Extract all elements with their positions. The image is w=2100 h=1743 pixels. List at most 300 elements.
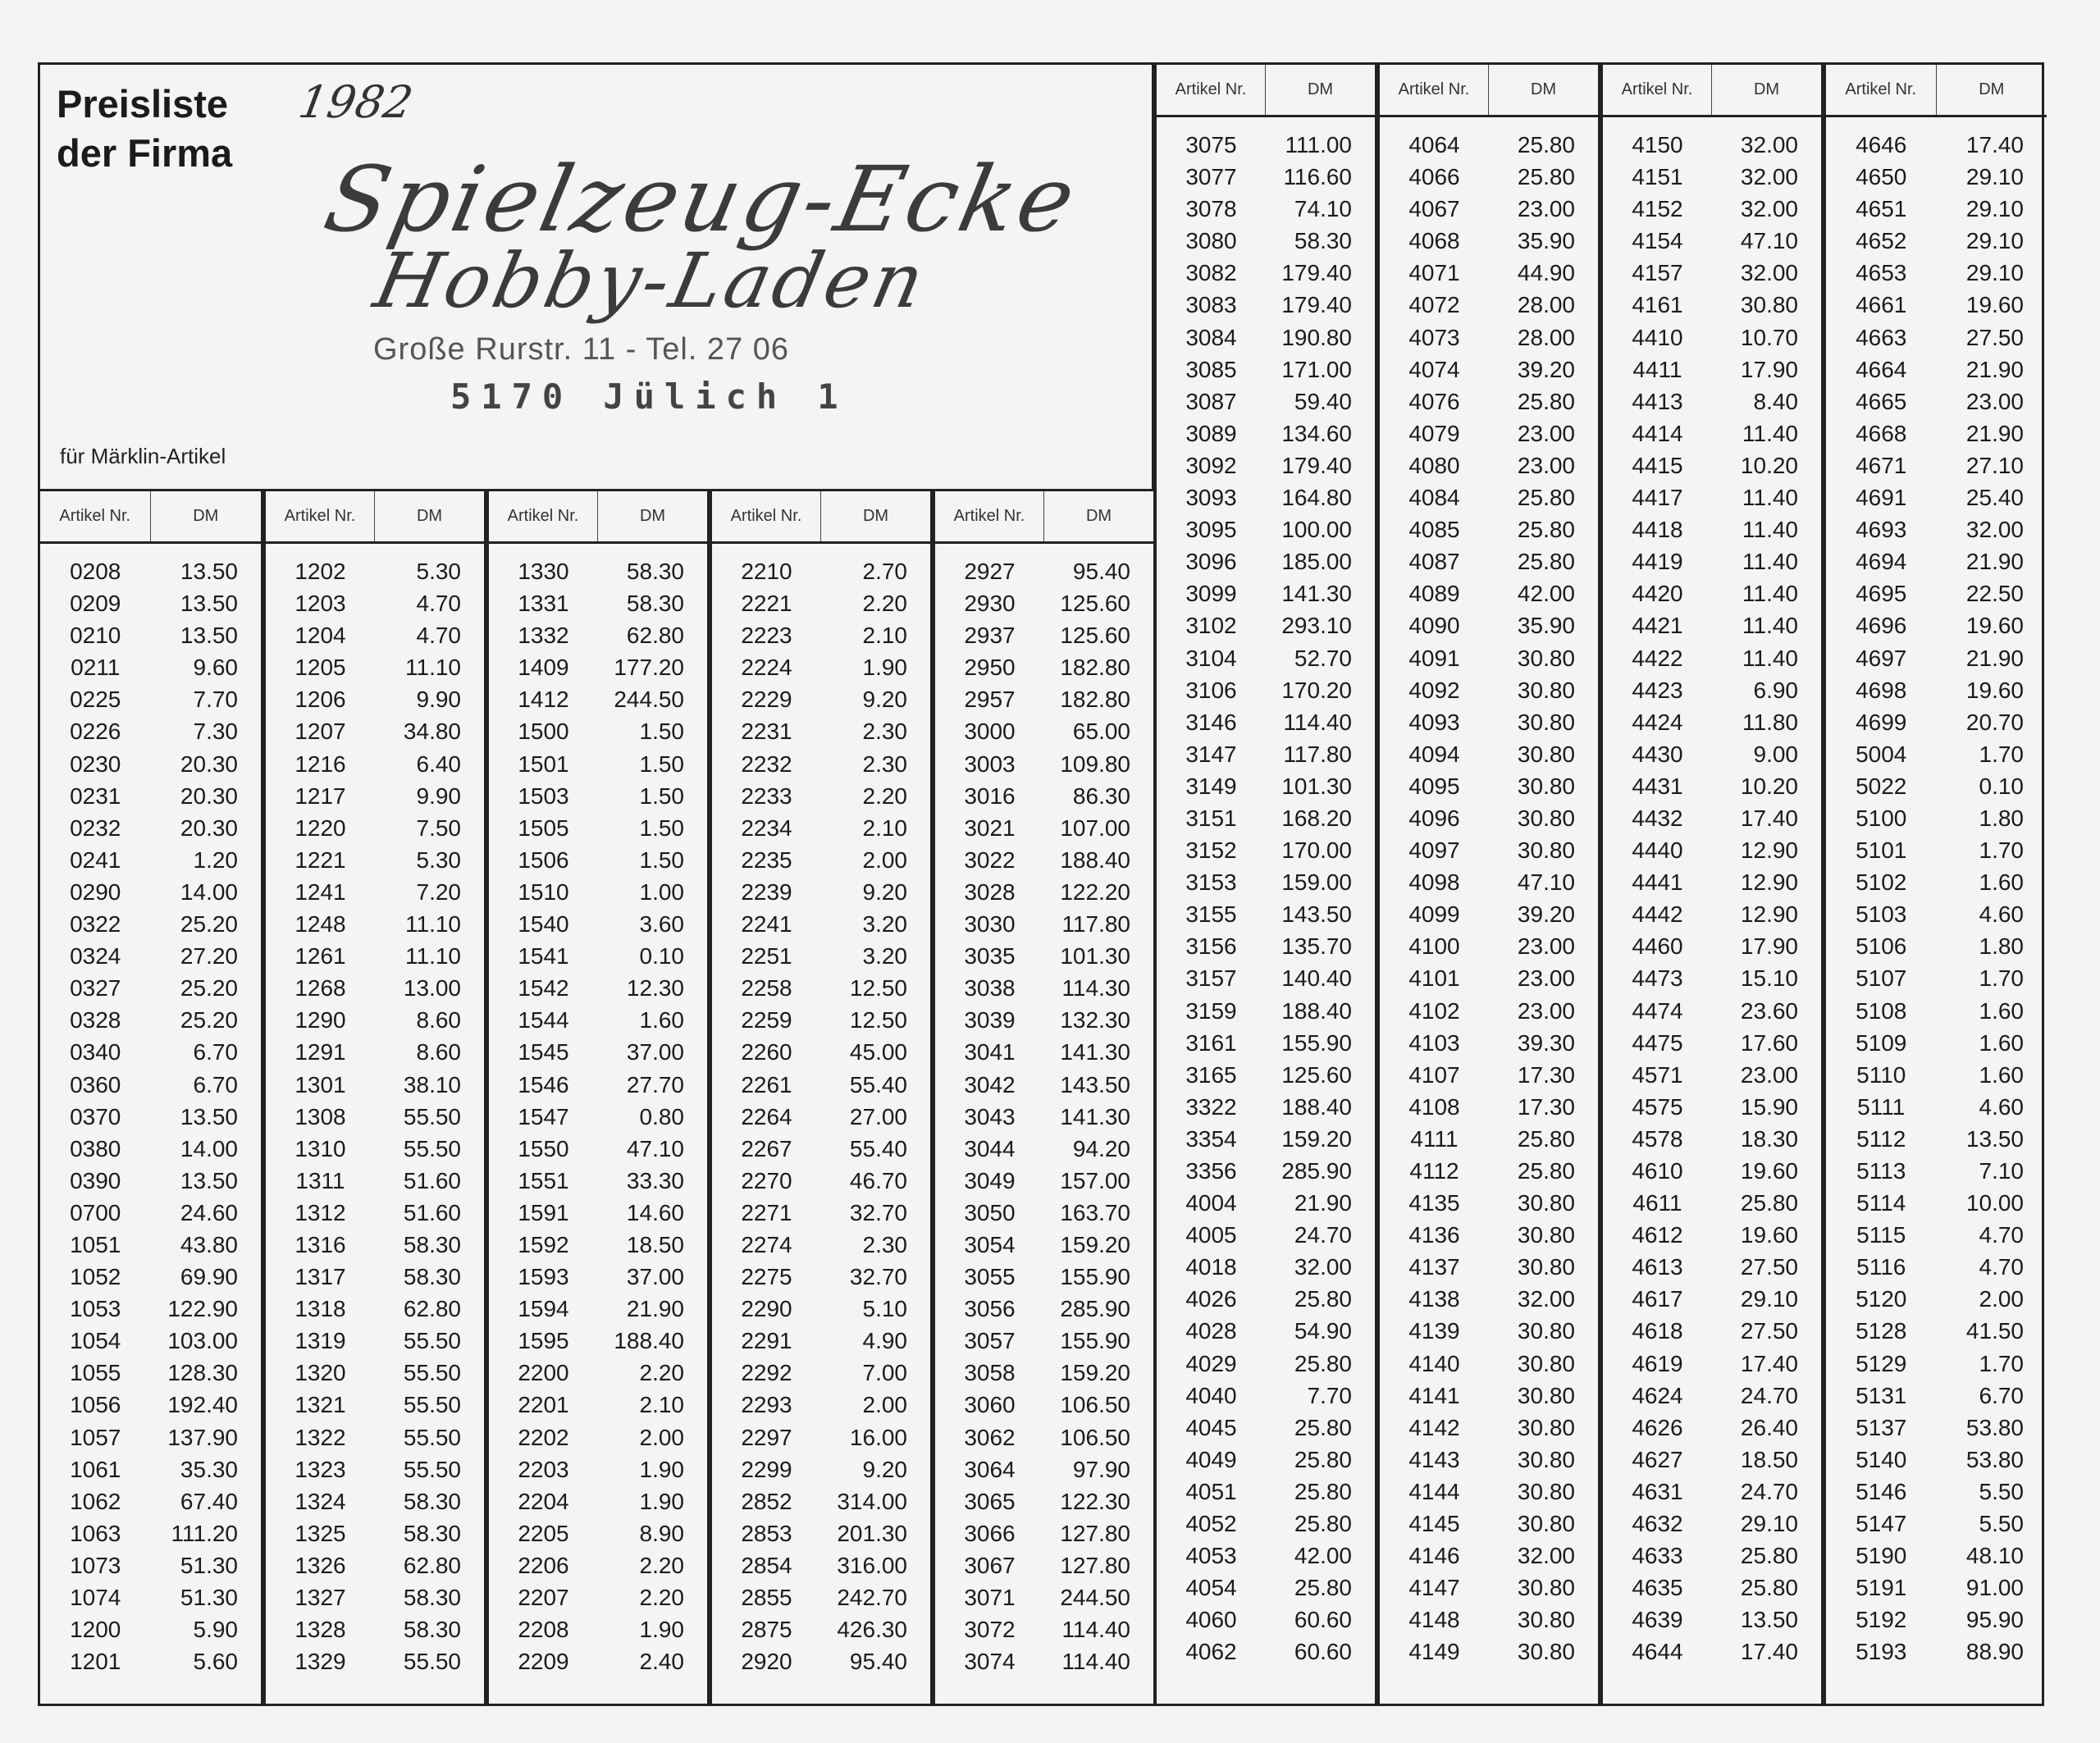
price-dm: 2.00 — [639, 1424, 684, 1450]
price-column — [1824, 65, 2047, 1704]
table-row — [712, 587, 930, 619]
table-row — [712, 1101, 930, 1133]
price-dm: 21.90 — [1965, 549, 2024, 575]
article-number: 1320 — [294, 1360, 346, 1386]
price-dm: 29.10 — [1965, 260, 2024, 286]
price-dm: 58.30 — [403, 1488, 461, 1514]
table-row — [1380, 1123, 1598, 1155]
table-row — [266, 1069, 484, 1101]
table-row — [1603, 577, 1821, 609]
article-number: 4084 — [1408, 485, 1460, 511]
price-dm: 132.30 — [1060, 1007, 1130, 1033]
price-dm: 23.00 — [1517, 420, 1575, 446]
price-dm: 1.90 — [639, 1456, 684, 1482]
price-dm: 1.50 — [639, 783, 684, 809]
article-number: 4004 — [1185, 1190, 1237, 1216]
article-number: 4414 — [1632, 420, 1683, 446]
price-dm: 91.00 — [1965, 1575, 2024, 1601]
price-dm: 12.50 — [849, 1007, 907, 1033]
table-row — [1603, 257, 1821, 289]
table-row — [1603, 1604, 1821, 1636]
table-row — [935, 940, 1153, 972]
article-number: 2200 — [518, 1360, 569, 1386]
price-dm: 426.30 — [837, 1617, 907, 1643]
price-dm: 11.10 — [405, 943, 461, 970]
column-rows — [266, 544, 484, 1677]
price-dm: 170.00 — [1281, 837, 1352, 864]
table-row — [935, 1613, 1153, 1645]
article-number: 1202 — [294, 559, 346, 584]
price-dm: 159.20 — [1060, 1231, 1130, 1257]
article-number: 4138 — [1408, 1286, 1460, 1312]
table-row — [712, 651, 930, 683]
article-number: 2293 — [741, 1392, 792, 1418]
table-row — [266, 1261, 484, 1293]
price-dm: 11.80 — [1742, 709, 1798, 735]
table-row — [40, 1197, 261, 1229]
table-row — [266, 908, 484, 940]
table-row — [266, 1485, 484, 1517]
price-dm: 30.80 — [1517, 837, 1575, 864]
table-row — [1380, 1444, 1598, 1476]
table-row — [1157, 674, 1375, 706]
article-number: 1324 — [294, 1488, 346, 1514]
price-dm: 52.70 — [1294, 645, 1352, 671]
article-number: 2233 — [741, 783, 792, 809]
price-dm: 7.50 — [416, 814, 461, 841]
table-row — [712, 1229, 930, 1261]
price-dm: 117.80 — [1061, 911, 1130, 938]
article-number: 3041 — [964, 1039, 1016, 1065]
price-dm: 33.30 — [626, 1167, 684, 1193]
table-row — [40, 1229, 261, 1261]
table-row — [935, 1165, 1153, 1197]
article-number: 3155 — [1185, 901, 1237, 928]
table-row — [1603, 1540, 1821, 1572]
price-dm: 59.40 — [1294, 388, 1352, 414]
table-row — [935, 876, 1153, 908]
price-dm: 35.90 — [1517, 613, 1575, 639]
table-row — [266, 1357, 484, 1389]
article-number: 1290 — [294, 1007, 346, 1033]
price-dm: 12.90 — [1740, 869, 1798, 896]
article-number: 4067 — [1408, 196, 1460, 222]
price-dm: 4.70 — [416, 591, 461, 617]
price-dm: 32.00 — [1517, 1543, 1575, 1569]
price-dm: 314.00 — [837, 1488, 907, 1514]
price-dm: 122.20 — [1060, 878, 1130, 905]
article-number: 4420 — [1632, 581, 1683, 607]
table-row — [935, 715, 1153, 747]
article-number: 2201 — [518, 1392, 569, 1418]
table-row — [40, 683, 261, 715]
price-dm: 30.80 — [1517, 1607, 1575, 1633]
table-row — [1157, 1283, 1375, 1315]
article-number: 1220 — [294, 814, 346, 841]
article-number: 1332 — [518, 623, 569, 649]
article-number: 4062 — [1185, 1639, 1237, 1665]
price-dm: 0.10 — [1979, 773, 2024, 799]
stamp-address: Große Rurstr. 11 - Tel. 27 06 — [373, 332, 790, 367]
table-row — [489, 940, 707, 972]
table-row — [1603, 642, 1821, 674]
table-row — [489, 555, 707, 587]
price-dm: 25.80 — [1740, 1190, 1798, 1216]
article-number: 1331 — [518, 591, 569, 617]
article-number: 2291 — [741, 1328, 792, 1354]
article-number-header: Artikel Nr. — [1603, 65, 1712, 115]
table-row — [1380, 1187, 1598, 1219]
price-dm: 27.00 — [849, 1103, 907, 1129]
table-row — [1157, 1604, 1375, 1636]
article-number: 0390 — [70, 1167, 121, 1193]
price-dm: 55.50 — [403, 1328, 461, 1354]
column-rows — [935, 544, 1153, 1677]
column-rows — [712, 544, 930, 1677]
table-row — [1380, 1380, 1598, 1412]
price-dm: 17.40 — [1740, 1639, 1798, 1665]
article-number: 0226 — [70, 719, 121, 745]
article-number: 4139 — [1408, 1318, 1460, 1344]
table-row — [1157, 995, 1375, 1027]
price-dm: 11.40 — [1742, 581, 1798, 607]
table-row — [1380, 898, 1598, 930]
article-number: 4413 — [1632, 388, 1683, 414]
price-dm: 10.20 — [1740, 773, 1798, 799]
price-dm: 17.90 — [1740, 356, 1798, 382]
price-header: DM — [193, 507, 219, 525]
article-number: 4096 — [1408, 805, 1460, 831]
article-number: 5191 — [1856, 1575, 1907, 1601]
table-row — [1380, 257, 1598, 289]
article-number: 4161 — [1632, 292, 1683, 318]
price-dm: 27.10 — [1965, 452, 2024, 478]
article-number: 0327 — [70, 975, 121, 1002]
table-row — [266, 1197, 484, 1229]
column-rows — [1380, 117, 1598, 1668]
table-row — [40, 651, 261, 683]
column-header — [1380, 65, 1598, 117]
article-number: 4635 — [1632, 1575, 1683, 1601]
article-number: 4152 — [1632, 196, 1683, 222]
table-row — [40, 1004, 261, 1036]
price-dm: 11.10 — [405, 655, 461, 681]
article-number: 4072 — [1408, 292, 1460, 318]
table-row — [1157, 1412, 1375, 1444]
article-number: 4137 — [1408, 1254, 1460, 1280]
price-column — [263, 491, 486, 1704]
table-row — [489, 1133, 707, 1165]
article-number: 2231 — [741, 719, 792, 745]
table-row — [1380, 545, 1598, 577]
table-row — [1603, 1187, 1821, 1219]
article-number: 4699 — [1856, 709, 1907, 735]
price-header: DM — [639, 507, 666, 525]
price-dm: 114.40 — [1061, 1617, 1130, 1643]
article-number: 3099 — [1185, 581, 1237, 607]
article-number: 5112 — [1856, 1125, 1906, 1152]
article-number: 4080 — [1408, 452, 1460, 478]
article-number: 4475 — [1632, 1029, 1683, 1056]
table-row — [935, 1485, 1153, 1517]
price-dm: 13.50 — [180, 591, 238, 617]
price-dm: 1.60 — [639, 1007, 684, 1033]
price-dm: 242.70 — [837, 1585, 907, 1610]
article-number: 0209 — [70, 591, 121, 617]
price-dm: 111.20 — [171, 1520, 238, 1546]
article-number: 1261 — [294, 943, 346, 970]
article-number: 4148 — [1408, 1607, 1460, 1633]
price-dm: 188.40 — [1060, 846, 1130, 873]
price-dm: 5.50 — [1979, 1511, 2024, 1537]
table-row — [1826, 609, 2047, 641]
price-dm: 41.50 — [1965, 1318, 2024, 1344]
article-number: 4052 — [1185, 1511, 1237, 1537]
price-dm: 19.60 — [1965, 677, 2024, 703]
price-dm: 17.30 — [1517, 1061, 1575, 1088]
table-row — [1380, 322, 1598, 354]
price-dm: 15.90 — [1740, 1093, 1798, 1120]
price-dm: 2.30 — [862, 1231, 907, 1257]
article-number: 0211 — [71, 655, 121, 681]
table-row — [266, 1165, 484, 1197]
article-number: 4430 — [1632, 741, 1683, 767]
article-number: 3087 — [1185, 388, 1237, 414]
article-number: 0241 — [70, 846, 121, 873]
article-number: 5103 — [1856, 901, 1907, 928]
table-row — [1826, 354, 2047, 386]
table-row — [1826, 1348, 2047, 1380]
table-row — [935, 1357, 1153, 1389]
article-number: 3147 — [1185, 741, 1237, 767]
article-number: 4460 — [1632, 933, 1683, 960]
price-dm: 114.40 — [1283, 709, 1352, 735]
table-row — [1380, 1348, 1598, 1380]
article-number: 4108 — [1408, 1093, 1460, 1120]
price-dm: 170.20 — [1281, 677, 1352, 703]
article-number: 3153 — [1185, 869, 1237, 896]
article-number: 1056 — [70, 1392, 121, 1418]
price-dm: 5.30 — [416, 846, 461, 873]
article-number: 4575 — [1632, 1093, 1683, 1120]
table-row — [40, 1453, 261, 1485]
article-number: 5113 — [1856, 1158, 1906, 1184]
table-row — [489, 748, 707, 780]
article-number: 4111 — [1410, 1125, 1459, 1152]
article-number: 4100 — [1408, 933, 1460, 960]
article-number: 1329 — [294, 1649, 346, 1675]
article-number-header: Artikel Nr. — [935, 491, 1044, 541]
price-dm: 17.90 — [1740, 933, 1798, 960]
price-dm: 1.60 — [1979, 869, 2024, 896]
table-row — [489, 1357, 707, 1389]
table-row — [266, 1453, 484, 1485]
article-number: 2297 — [741, 1424, 792, 1450]
table-row — [1826, 995, 2047, 1027]
article-number: 5120 — [1856, 1286, 1907, 1312]
article-number: 2875 — [741, 1617, 792, 1643]
table-row — [712, 876, 930, 908]
table-row — [1157, 481, 1375, 513]
table-row — [1603, 738, 1821, 770]
article-number: 2232 — [741, 751, 792, 777]
price-dm: 13.50 — [1965, 1125, 2024, 1152]
table-row — [1826, 257, 2047, 289]
price-dm: 188.40 — [1281, 1093, 1352, 1120]
price-dm: 58.30 — [403, 1585, 461, 1610]
table-row — [935, 555, 1153, 587]
article-number: 4440 — [1632, 837, 1683, 864]
price-dm: 316.00 — [837, 1552, 907, 1578]
price-dm: 179.40 — [1281, 292, 1352, 318]
price-dm: 1.60 — [1979, 1029, 2024, 1056]
article-number: 2853 — [741, 1520, 792, 1546]
article-number: 3050 — [964, 1199, 1016, 1225]
price-dm: 24.60 — [180, 1199, 238, 1225]
price-dm: 23.00 — [1517, 452, 1575, 478]
article-number: 4646 — [1856, 132, 1907, 157]
article-number: 1318 — [294, 1296, 346, 1322]
table-row — [489, 908, 707, 940]
column-rows — [1826, 117, 2047, 1668]
table-row — [935, 1645, 1153, 1677]
article-number: 3146 — [1185, 709, 1237, 735]
table-row — [1826, 898, 2047, 930]
stamp-shop-type: Hobby-Laden — [367, 237, 935, 325]
article-number: 3165 — [1185, 1061, 1237, 1088]
price-dm: 32.00 — [1294, 1254, 1352, 1280]
article-number: 3080 — [1185, 228, 1237, 254]
price-dm: 29.10 — [1965, 164, 2024, 190]
price-dm: 9.20 — [862, 878, 907, 905]
price-dm: 25.20 — [180, 1007, 238, 1033]
article-number: 2275 — [741, 1264, 792, 1290]
price-dm: 106.50 — [1060, 1392, 1130, 1418]
article-number: 1074 — [70, 1585, 121, 1610]
table-row — [935, 908, 1153, 940]
article-number: 4136 — [1408, 1222, 1460, 1248]
table-row — [935, 1421, 1153, 1453]
table-row — [1603, 1283, 1821, 1315]
table-row — [1157, 930, 1375, 962]
article-number: 4668 — [1856, 420, 1907, 446]
table-row — [1157, 1027, 1375, 1059]
price-dm: 1.90 — [639, 1488, 684, 1514]
price-dm: 13.00 — [403, 975, 461, 1002]
price-dm: 30.80 — [1517, 1222, 1575, 1248]
price-dm: 100.00 — [1281, 517, 1352, 543]
price-dm: 11.40 — [1742, 645, 1798, 671]
article-number: 4053 — [1185, 1543, 1237, 1569]
article-number: 2930 — [964, 591, 1016, 617]
price-dm: 140.40 — [1281, 965, 1352, 992]
price-dm: 20.30 — [180, 783, 238, 809]
price-dm: 192.40 — [167, 1392, 238, 1418]
article-number: 2299 — [741, 1456, 792, 1482]
table-row — [489, 1549, 707, 1581]
price-dm: 45.00 — [849, 1039, 907, 1065]
table-row — [1380, 866, 1598, 898]
article-number: 2206 — [518, 1552, 569, 1578]
table-row — [266, 1613, 484, 1645]
article-number: 4005 — [1185, 1222, 1237, 1248]
article-number: 1308 — [294, 1103, 346, 1129]
price-dm: 55.50 — [403, 1103, 461, 1129]
article-number: 0210 — [70, 623, 121, 649]
price-dm: 39.20 — [1517, 901, 1575, 928]
article-number: 1248 — [294, 911, 346, 938]
article-number: 3083 — [1185, 292, 1237, 318]
price-dm: 2.10 — [639, 1392, 684, 1418]
article-number: 1328 — [294, 1617, 346, 1643]
price-dm: 155.90 — [1060, 1328, 1130, 1354]
table-row — [1603, 193, 1821, 225]
table-row — [1157, 386, 1375, 417]
price-dm: 21.90 — [1294, 1190, 1352, 1216]
price-dm: 37.00 — [626, 1039, 684, 1065]
article-number: 3035 — [964, 943, 1016, 970]
price-dm: 21.90 — [1965, 645, 2024, 671]
column-header — [935, 491, 1153, 544]
table-row — [1826, 225, 2047, 257]
price-dm: 2.00 — [862, 1392, 907, 1418]
price-dm: 28.00 — [1517, 324, 1575, 350]
price-column — [40, 491, 263, 1704]
price-dm: 127.80 — [1060, 1520, 1130, 1546]
price-dm: 17.40 — [1965, 132, 2024, 157]
table-row — [1157, 257, 1375, 289]
table-row — [1157, 225, 1375, 257]
article-number: 3095 — [1185, 517, 1237, 543]
article-number: 1547 — [518, 1103, 569, 1129]
article-number: 3062 — [964, 1424, 1016, 1450]
article-number: 0232 — [70, 814, 121, 841]
price-dm: 25.80 — [1517, 485, 1575, 511]
article-number: 5111 — [1857, 1093, 1906, 1120]
table-row — [712, 1357, 930, 1389]
price-dm: 1.80 — [1979, 933, 2024, 960]
table-row — [935, 1325, 1153, 1357]
table-row — [40, 940, 261, 972]
article-number: 4639 — [1632, 1607, 1683, 1633]
table-row — [489, 619, 707, 651]
price-dm: 88.90 — [1965, 1639, 2024, 1665]
table-row — [1826, 577, 2047, 609]
table-row — [1603, 930, 1821, 962]
article-number: 5131 — [1856, 1382, 1907, 1408]
article-number: 4578 — [1632, 1125, 1683, 1152]
article-number: 1316 — [294, 1231, 346, 1257]
price-dm: 293.10 — [1281, 613, 1352, 639]
article-number: 2251 — [741, 943, 792, 970]
article-number: 5190 — [1856, 1543, 1907, 1569]
price-dm: 8.40 — [1753, 388, 1798, 414]
price-dm: 58.30 — [1294, 228, 1352, 254]
article-number: 4650 — [1856, 164, 1907, 190]
article-number: 4415 — [1632, 452, 1683, 478]
table-row — [266, 940, 484, 972]
article-number: 3067 — [964, 1552, 1016, 1578]
article-number: 2208 — [518, 1617, 569, 1643]
article-number: 4441 — [1632, 869, 1683, 896]
price-dm: 30.80 — [1517, 1190, 1575, 1216]
price-dm: 51.30 — [180, 1585, 238, 1610]
article-number: 4029 — [1185, 1350, 1237, 1376]
price-dm: 11.10 — [405, 911, 461, 938]
article-number: 4026 — [1185, 1286, 1237, 1312]
table-row — [1157, 609, 1375, 641]
price-dm: 9.90 — [416, 783, 461, 809]
